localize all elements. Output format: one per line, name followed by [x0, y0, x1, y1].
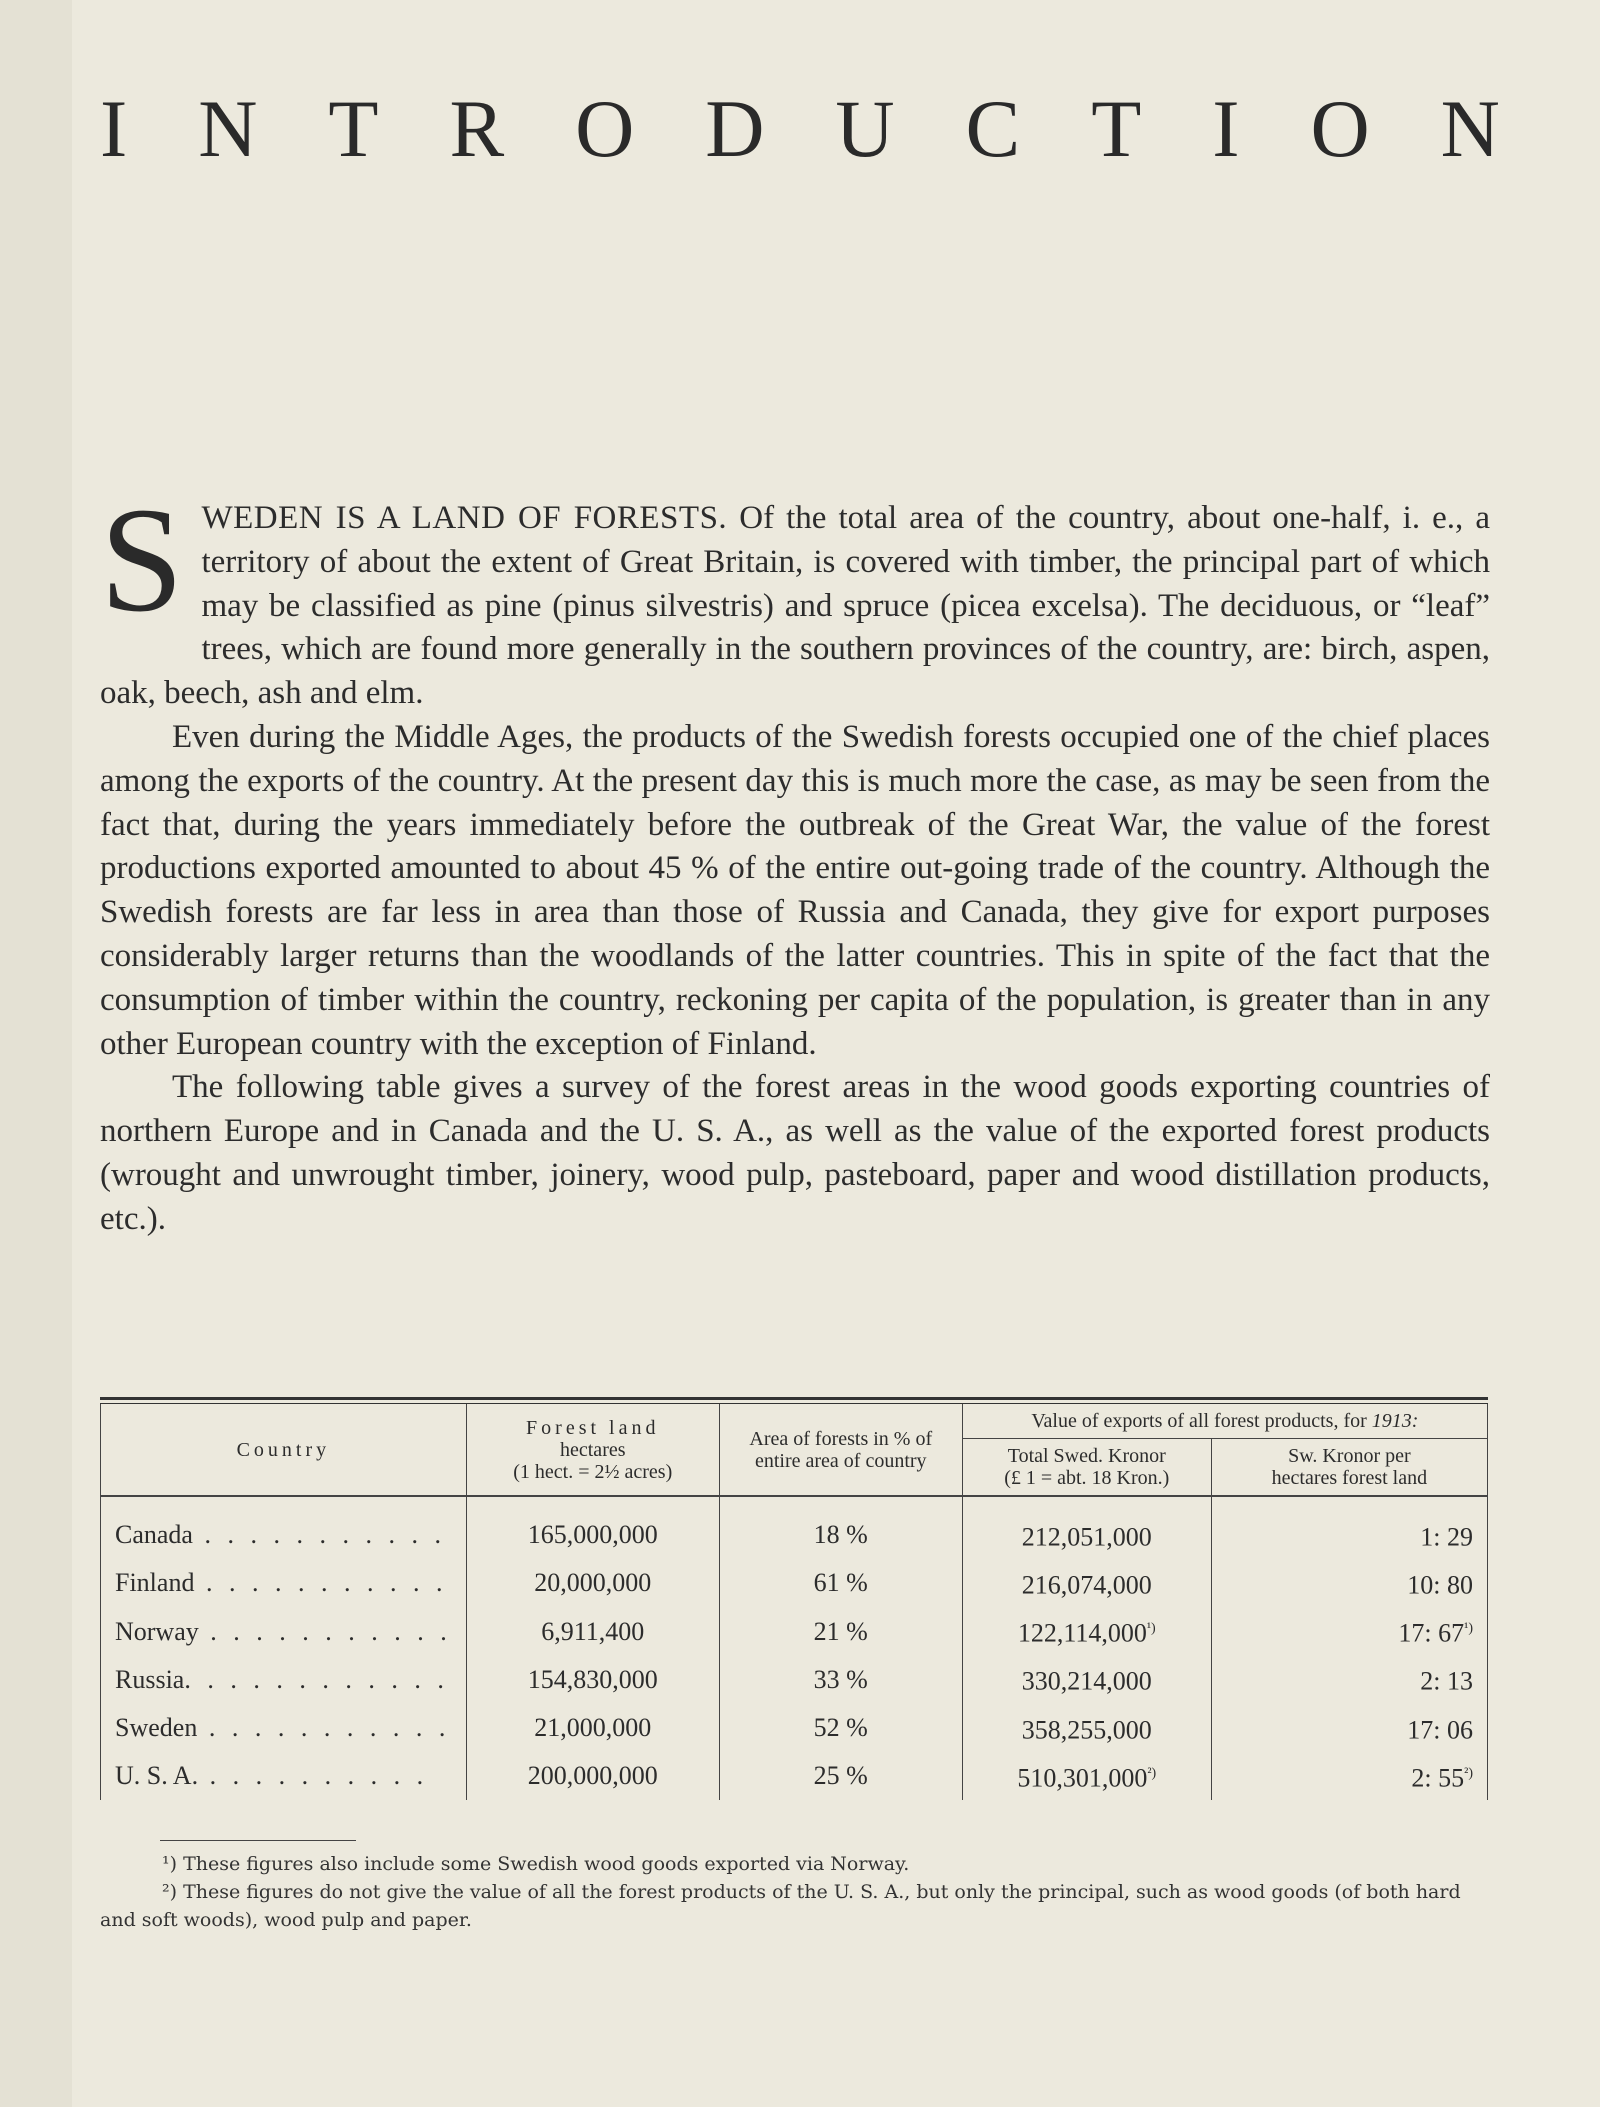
table-row: [101, 1655, 1488, 1703]
forest-table: [100, 1404, 1488, 1800]
table-row: [101, 1496, 1488, 1559]
title-letter: O: [575, 83, 635, 174]
total-cell: 216,074,000: [962, 1559, 1211, 1607]
hectares-cell: 200,000,000: [466, 1752, 719, 1800]
pct-cell: 61 %: [719, 1559, 962, 1607]
hectares-cell: 154,830,000: [466, 1655, 719, 1703]
hectares-cell: 21,000,000: [466, 1704, 719, 1752]
total-cell: 330,214,000: [962, 1655, 1211, 1703]
pct-cell: 25 %: [719, 1752, 962, 1800]
country-cell: Canada . . . . . . . . . . .: [101, 1496, 467, 1559]
footnotes: [100, 1850, 1490, 1934]
country-cell: Norway . . . . . . . . . . .: [101, 1607, 467, 1655]
per-hectare-cell: 1: 29: [1211, 1496, 1487, 1559]
table-row: [101, 1559, 1488, 1607]
total-cell: $122,114,000^{^1)}$: [962, 1607, 1211, 1655]
table-row: [101, 1752, 1488, 1800]
per-hectare-cell: 2: $55^{^2)}$: [1211, 1752, 1487, 1800]
title-letter: N: [1440, 83, 1500, 174]
header-per-hectare: Sw. Kronor per hectares forest land: [1211, 1439, 1487, 1497]
title-letter: U: [835, 83, 895, 174]
forest-table-container: [100, 1397, 1488, 1800]
footnote-2: ²) These figures do not give the value of all the forest products of the U. S. A., but only the principal, such as wood goods (of both hard and soft woods), wood pulp and paper.: [100, 1881, 1461, 1931]
paragraph-2: Even during the Middle Ages, the products of the Swedish forests occupied one of the chief places among the exports of the country. At the present day this is much more the case, as may be seen from the fact that, during the years immediately before the outbreak of the Great War, the value of the forest productions exported amounted to about 45 % of the entire out-going trade of the country. Although the Swedish forests are far less in area than those of Russia and Canada, they give for export purposes considerably larger returns than the woodlands of the latter countries. This in spite of the fact that the consumption of timber within the country, reckoning per capita of the population, is greater than in any other European country with the exception of Finland.: [100, 718, 1490, 1062]
pct-cell: 18 %: [719, 1496, 962, 1559]
country-cell: Sweden . . . . . . . . . . .: [101, 1704, 467, 1752]
header-total-kronor: Total Swed. Kronor (£ 1 = abt. 18 Kron.): [962, 1439, 1211, 1497]
pct-cell: 21 %: [719, 1607, 962, 1655]
title-letter: I: [1212, 83, 1240, 174]
title-letter: T: [328, 83, 379, 174]
paragraph-1: [100, 477, 1491, 716]
header-forest-land: Forest land hectares (1 hect. = 2½ acres): [466, 1404, 719, 1496]
total-cell: $510,301,000^{^2)}$: [962, 1752, 1211, 1800]
country-cell: Finland . . . . . . . . . . .: [101, 1559, 467, 1607]
pct-cell: 52 %: [719, 1704, 962, 1752]
country-cell: U. S. A. . . . . . . . . . .: [101, 1752, 467, 1800]
header-area-pct: Area of forests in % of entire area of country: [719, 1404, 962, 1496]
per-hectare-cell: 17: 06: [1211, 1704, 1487, 1752]
title-letter: C: [965, 83, 1021, 174]
total-cell: 358,255,000: [962, 1704, 1211, 1752]
per-hectare-cell: 2: 13: [1211, 1655, 1487, 1703]
title-letter: R: [449, 83, 505, 174]
title-letter: N: [198, 83, 258, 174]
hectares-cell: 20,000,000: [466, 1559, 719, 1607]
header-country: Country: [101, 1404, 467, 1496]
country-cell: Russia. . . . . . . . . . . .: [101, 1655, 467, 1703]
page-title: [100, 82, 1500, 176]
title-letter: I: [100, 83, 128, 174]
lead-in: WEDEN IS A LAND OF FORESTS.: [201, 500, 728, 536]
pct-cell: 33 %: [719, 1655, 962, 1703]
title-letter: T: [1091, 83, 1142, 174]
title-letter: D: [705, 83, 765, 174]
header-value-exports: Value of exports of all forest products, for 1913:: [962, 1404, 1487, 1439]
drop-cap: S: [100, 477, 184, 643]
table-row: [101, 1607, 1488, 1655]
per-hectare-cell: 10: 80: [1211, 1559, 1487, 1607]
title-letter: O: [1310, 83, 1370, 174]
table-row: [101, 1704, 1488, 1752]
body-text: [100, 477, 1491, 1242]
page-edge: [0, 0, 72, 2107]
footnote-rule: [160, 1840, 356, 1841]
footnote-1: ¹) These figures also include some Swedish wood goods exported via Norway.: [162, 1853, 910, 1875]
total-cell: 212,051,000: [962, 1496, 1211, 1559]
paragraph-1-text: Of the total area of the country, about one-half, i. e., a territory of about the extent of Great Britain, is covered with timber, the principal part of which may be classified as pine (pinus silvestris) and spruce (picea excelsa). The deciduous, or “leaf” trees, which are found more generally in the southern provinces of the country, are: birch, aspen, oak, beech, ash and elm.: [100, 500, 1491, 712]
per-hectare-cell: 17: $67^{^1)}$: [1211, 1607, 1487, 1655]
hectares-cell: 165,000,000: [466, 1496, 719, 1559]
paragraph-3: The following table gives a survey of the forest areas in the wood goods exporting countries of northern Europe and in Canada and the U. S. A., as well as the value of the exported forest products (wrought and unwrought timber, joinery, wood pulp, pasteboard, paper and wood distillation products, etc.).: [100, 1069, 1490, 1237]
hectares-cell: 6,911,400: [466, 1607, 719, 1655]
table-top-rule: [100, 1397, 1488, 1404]
